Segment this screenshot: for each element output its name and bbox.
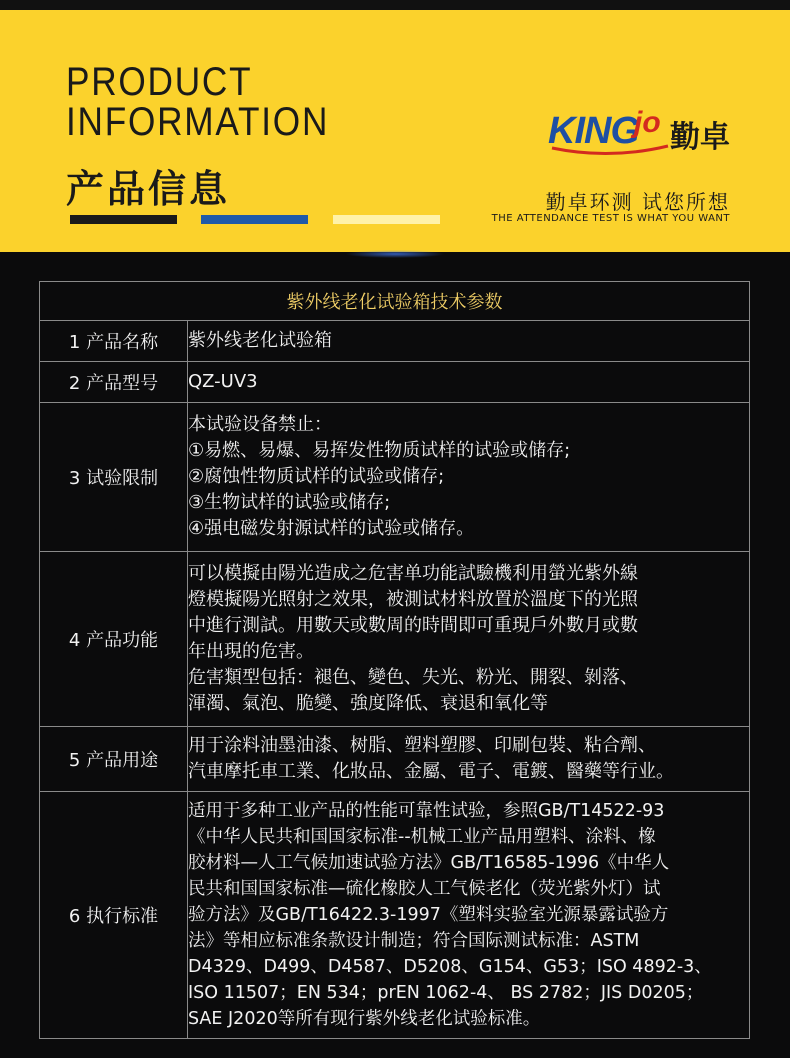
top-strip xyxy=(0,0,790,10)
value-line: 危害類型包括：褪色、變色、失光、粉光、開裂、剝落、 xyxy=(188,667,638,688)
value-line: 适用于多种工业产品的性能可靠性试验，参照GB/T14522-93 xyxy=(188,801,665,821)
value-line: 汽車摩托車工業、化妝品、金屬、電子、電鍍、醫藥等行业。 xyxy=(188,761,674,782)
slogan-english: THE ATTENDANCE TEST IS WHAT YOU WANT xyxy=(491,213,730,224)
value-line: 用于涂料油墨油漆、树脂、塑料塑膠、印刷包裝、粘合劑、 xyxy=(188,735,656,756)
value-line: 法》等相应标准条款设计制造；符合国际测试标准：ASTM xyxy=(188,931,640,951)
value-line: 本试验设备禁止： xyxy=(188,414,332,435)
page-title: 产品信息 xyxy=(66,167,231,211)
dark-accent-bar xyxy=(70,215,177,224)
value-line: 验方法》及GB/T16422.3-1997《塑料实验室光源暴露试验方 xyxy=(188,905,669,925)
table-row xyxy=(40,727,750,792)
blue-accent-bar xyxy=(201,215,308,224)
value-line: 可以模擬由陽光造成之危害单功能試驗機利用螢光紫外線 xyxy=(188,563,638,584)
table-row xyxy=(40,792,750,1039)
value-line: 民共和国国家标准—硫化橡胶人工气候老化（荧光紫外灯）试 xyxy=(188,879,661,899)
value-line: ②腐蚀性物质试样的试验或储存; xyxy=(188,466,445,487)
table-row xyxy=(40,321,750,362)
table-row xyxy=(40,362,750,403)
slogan: 勤卓环测 试您所想 xyxy=(545,190,730,214)
table-title-row xyxy=(40,282,750,321)
table-title: 紫外线老化试验箱技术参数 xyxy=(40,282,750,321)
logo-latin-text: KING xyxy=(548,110,639,152)
logo-cn-text: 勤卓 xyxy=(670,120,730,155)
row-value xyxy=(188,552,750,727)
light-accent-bar xyxy=(333,215,440,224)
row-label: 6 执行标准 xyxy=(40,792,188,1039)
table-row xyxy=(40,403,750,552)
logo-swoosh-icon xyxy=(550,144,670,158)
value-line: ④强电磁发射源试样的试验或储存。 xyxy=(188,518,475,539)
value-line: ③生物试样的试验或储存; xyxy=(188,492,391,513)
value-line: D4329、D499、D4587、D5208、G154、G53；ISO 4892-3、 xyxy=(188,957,712,977)
row-value xyxy=(188,727,750,792)
value-line: ①易燃、易爆、易挥发性物质试样的试验或储存; xyxy=(188,440,571,461)
value-line: 燈模擬陽光照射之效果，被測试材料放置於溫度下的光照 xyxy=(188,589,638,610)
value-line: 《中华人民共和国国家标准--机械工业产品用塑料、涂料、橡 xyxy=(188,827,656,847)
row-label: 1 产品名称 xyxy=(40,321,188,362)
brand-logo xyxy=(548,106,734,162)
row-value xyxy=(188,403,750,552)
value-line: QZ-UV3 xyxy=(188,371,258,392)
heading-line-product: PRODUCT xyxy=(66,60,253,104)
row-label: 3 试验限制 xyxy=(40,403,188,552)
value-line: ISO 11507；EN 534；prEN 1062-4、 BS 2782；JIS D0205； xyxy=(188,983,704,1003)
spec-table xyxy=(39,281,750,1039)
row-label: 5 产品用途 xyxy=(40,727,188,792)
row-value xyxy=(188,321,750,362)
value-line: SAE J2020等所有现行紫外线老化试验标准。 xyxy=(188,1009,541,1029)
blue-glow-decoration xyxy=(345,250,445,258)
value-line: 中進行測試。用數天或數周的時間即可重現戶外數月或數 xyxy=(188,615,638,636)
heading-line-information: INFORMATION xyxy=(66,100,330,144)
row-label: 2 产品型号 xyxy=(40,362,188,403)
logo-jo-text: jo xyxy=(634,106,661,139)
value-line: 年出現的危害。 xyxy=(188,641,314,662)
value-line: 紫外线老化试验箱 xyxy=(188,330,332,351)
row-value xyxy=(188,362,750,403)
product-information-heading xyxy=(66,62,329,142)
value-line: 渾濁、氣泡、脆變、強度降低、衰退和氧化等 xyxy=(188,693,548,714)
table-row xyxy=(40,552,750,727)
row-value xyxy=(188,792,750,1039)
row-label: 4 产品功能 xyxy=(40,552,188,727)
header-banner xyxy=(0,10,790,252)
value-line: 胶材料—人工气候加速试验方法》GB/T16585-1996《中华人 xyxy=(188,853,670,873)
